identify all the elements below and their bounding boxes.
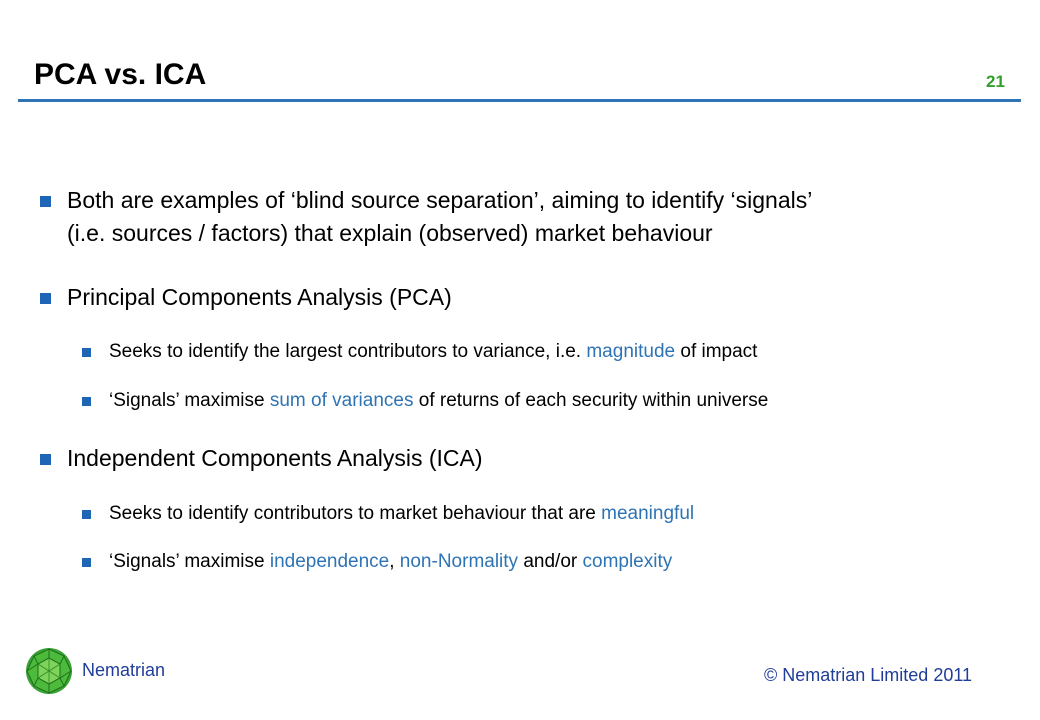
text-run: ‘Signals’ maximise: [109, 551, 270, 572]
bullet-line: (i.e. sources / factors) that explain (observed) market behaviour: [67, 220, 713, 246]
bullet-text: Principal Components Analysis (PCA): [67, 284, 452, 310]
page-number: 21: [986, 72, 1005, 91]
square-bullet-icon: [40, 196, 51, 207]
square-bullet-icon: [82, 558, 91, 567]
slide-title: PCA vs. ICA: [34, 58, 207, 91]
highlight-sum-of-variances: sum of variances: [269, 390, 414, 411]
bullet-line: Both are examples of ‘blind source separation’, aiming to identify ‘signals’: [67, 187, 813, 213]
square-bullet-icon: [82, 510, 91, 519]
copyright-notice: © Nematrian Limited 2011: [764, 665, 973, 685]
square-bullet-icon: [40, 454, 51, 465]
square-bullet-icon: [82, 397, 91, 406]
text-run: ,: [389, 551, 400, 572]
highlight-meaningful: meaningful: [601, 503, 695, 524]
text-run: and/or: [518, 551, 583, 572]
text-run: ‘Signals’ maximise: [109, 390, 270, 411]
bullet-text: [67, 184, 812, 250]
highlight-independence: independence: [269, 551, 390, 572]
bullet-pca: [40, 281, 452, 314]
sub-bullet-pca-variance: [82, 338, 757, 366]
text-run: Seeks to identify contributors to market behaviour that are: [109, 503, 602, 524]
bullet-blind-source-separation: [40, 184, 812, 250]
bullet-text: [109, 387, 768, 415]
sub-bullet-ica-meaningful: [82, 500, 694, 528]
square-bullet-icon: [40, 293, 51, 304]
bullet-text: [109, 500, 694, 528]
bullet-text: Independent Components Analysis (ICA): [67, 445, 483, 471]
highlight-magnitude: magnitude: [586, 341, 676, 362]
bullet-text: [109, 338, 757, 366]
text-run: of impact: [675, 341, 758, 362]
highlight-complexity: complexity: [582, 551, 673, 572]
bullet-text: [109, 548, 672, 576]
square-bullet-icon: [82, 348, 91, 357]
title-divider: [18, 99, 1021, 102]
brand-name: Nematrian: [82, 660, 166, 680]
text-run: Seeks to identify the largest contributors to variance, i.e.: [109, 341, 587, 362]
bullet-ica: [40, 442, 483, 475]
sub-bullet-ica-signals: [82, 548, 672, 576]
sub-bullet-pca-signals: [82, 387, 768, 415]
text-run: of returns of each security within universe: [413, 390, 769, 411]
highlight-non-normality: non-Normality: [399, 551, 519, 572]
green-polyhedron-icon: [24, 646, 74, 696]
